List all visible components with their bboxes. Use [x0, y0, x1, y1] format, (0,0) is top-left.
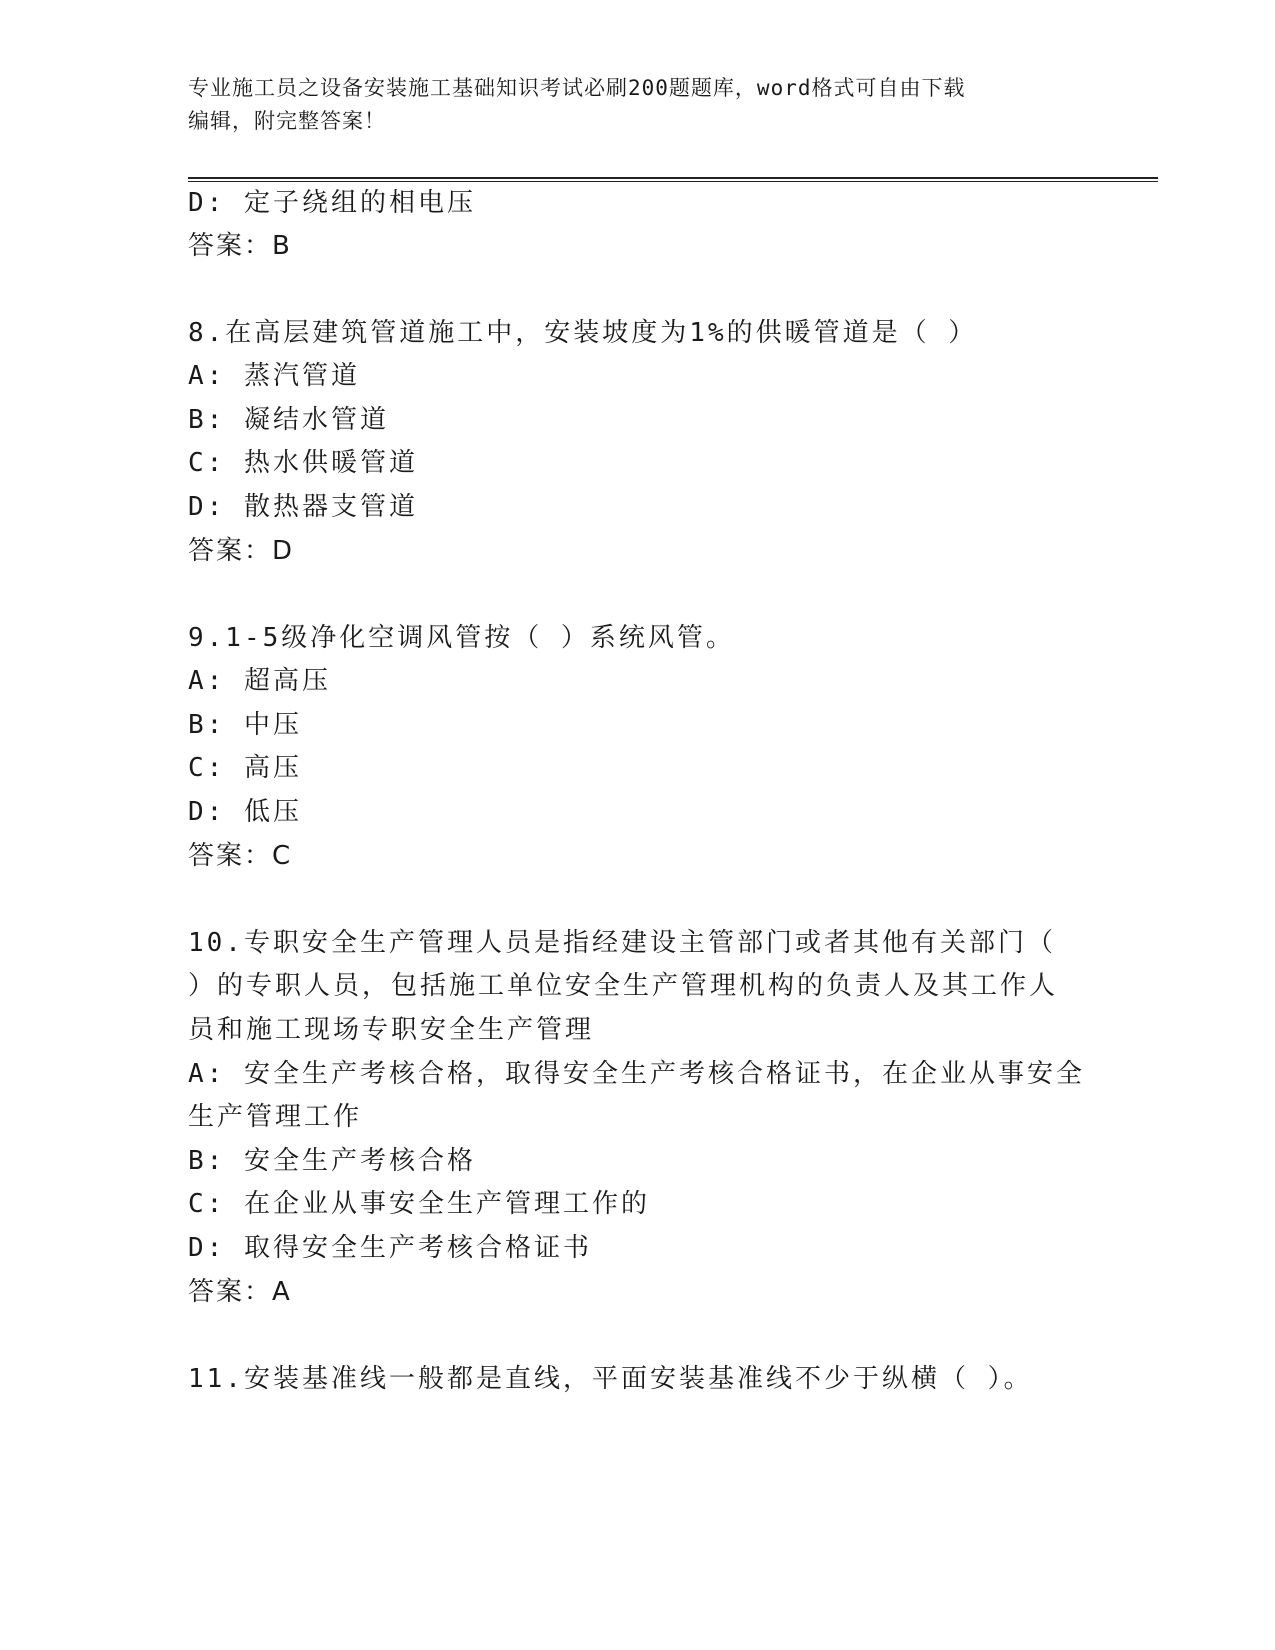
q8-answer: 答案：D [188, 536, 295, 566]
header-title-line-2: 编辑，附完整答案！ [188, 109, 386, 133]
q9-answer: 答案：C [188, 841, 293, 871]
q9-option-b: B: 中压 [188, 710, 302, 740]
header-divider [188, 177, 1158, 182]
document-header [188, 72, 1068, 138]
q8-question: 8.在高层建筑管道施工中，安装坡度为1%的供暖管道是（ ） [188, 318, 978, 348]
q10-answer: 答案：A [188, 1277, 292, 1307]
header-title-line-1: 专业施工员之设备安装施工基础知识考试必刷200题题库，word格式可自由下载 [188, 76, 966, 100]
q8-option-a: A: 蒸汽管道 [188, 361, 360, 391]
q8-option-c: C: 热水供暖管道 [188, 448, 418, 478]
q10-option-b: B: 安全生产考核合格 [188, 1146, 476, 1176]
q9-option-a: A: 超高压 [188, 666, 331, 696]
q10-question-line-1: 10.专职安全生产管理人员是指经建设主管部门或者其他有关部门（ [188, 928, 1056, 958]
q7-option-d: D: 定子绕组的相电压 [188, 188, 476, 218]
q8-option-d: D: 散热器支管道 [188, 492, 418, 522]
q10-question-line-2: ）的专职人员，包括施工单位安全生产管理机构的负责人及其工作人 [188, 971, 1059, 1001]
q10-option-a-line-1: A: 安全生产考核合格，取得安全生产考核合格证书，在企业从事安全 [188, 1059, 1085, 1089]
q10-option-c: C: 在企业从事安全生产管理工作的 [188, 1189, 650, 1219]
q10-option-d: D: 取得安全生产考核合格证书 [188, 1233, 592, 1263]
q10-option-a-line-2: 生产管理工作 [188, 1102, 363, 1132]
q11-question: 11.安装基准线一般都是直线，平面安装基准线不少于纵横（ ）。 [188, 1364, 1033, 1394]
q8-option-b: B: 凝结水管道 [188, 405, 389, 435]
q7-answer: 答案：B [188, 231, 292, 261]
q9-option-c: C: 高压 [188, 753, 302, 783]
q9-option-d: D: 低压 [188, 797, 302, 827]
q10-question-line-3: 员和施工现场专职安全生产管理 [188, 1015, 595, 1045]
q9-question: 9.1-5级净化空调风管按（ ）系统风管。 [188, 623, 735, 653]
